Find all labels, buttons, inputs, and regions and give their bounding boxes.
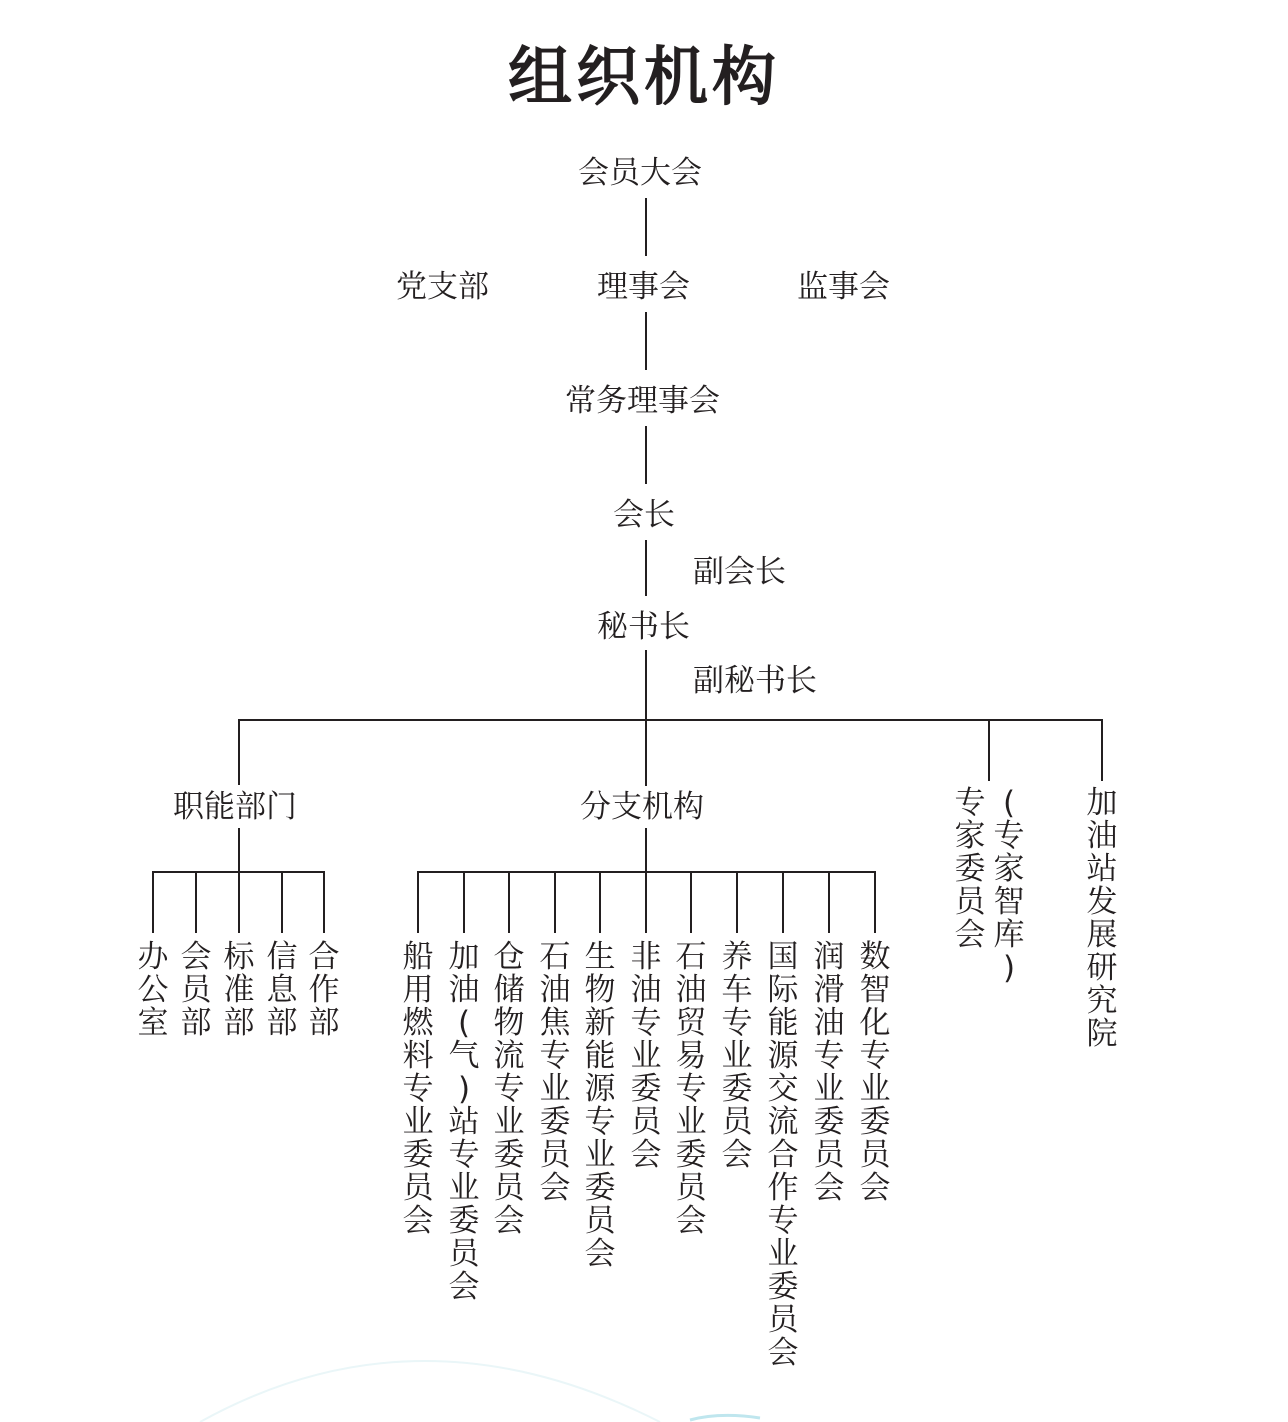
vertical-char: 委 [539, 1104, 571, 1140]
sub-branches-node: 分支机构 [580, 789, 704, 825]
connector-line [645, 426, 647, 484]
department-node [222, 941, 256, 1040]
vertical-char: 业 [859, 1071, 891, 1107]
vertical-char: 业 [584, 1137, 616, 1173]
page-title: 组织机构 [508, 41, 780, 115]
vertical-char: 委 [859, 1104, 891, 1140]
vertical-char: 流 [767, 1104, 799, 1140]
committee-node [674, 941, 708, 1238]
connector-line [417, 871, 419, 933]
vertical-char: 加 [1086, 785, 1118, 821]
vertical-char: 合 [308, 939, 340, 975]
connector-line [599, 871, 601, 933]
connector-line [1101, 719, 1103, 781]
vertical-char: 会 [539, 1170, 571, 1206]
vertical-char: 员 [954, 884, 986, 920]
vertical-char: 会 [402, 1203, 434, 1239]
vertical-char: 业 [675, 1104, 707, 1140]
committee-node [447, 941, 481, 1304]
vertical-char: 委 [721, 1071, 753, 1107]
vertical-char: 委 [767, 1269, 799, 1305]
connector-line [463, 871, 465, 933]
vertical-char: 员 [539, 1137, 571, 1173]
vertical-char: 委 [402, 1137, 434, 1173]
supervisory-board-node: 监事会 [797, 269, 890, 305]
connector-line [828, 871, 830, 933]
committee-node [492, 941, 526, 1238]
connector-line [195, 871, 197, 933]
vertical-char: ) [1002, 950, 1016, 986]
vertical-char: ( [457, 1005, 471, 1041]
connector-line [874, 871, 876, 933]
vertical-char: 焦 [539, 1005, 571, 1041]
vertical-char: 部 [223, 1005, 255, 1041]
vertical-char: 专 [584, 1104, 616, 1140]
vertical-char: 专 [630, 1005, 662, 1041]
vertical-char: 业 [767, 1236, 799, 1272]
connector-line [554, 871, 556, 933]
vertical-char: 业 [493, 1104, 525, 1140]
vertical-char: 息 [266, 972, 298, 1008]
vertical-char: 委 [954, 851, 986, 887]
vertical-char: 储 [493, 972, 525, 1008]
vertical-char: 源 [767, 1038, 799, 1074]
vertical-char: 新 [584, 1005, 616, 1041]
gas-station-institute-node [1085, 787, 1119, 1051]
vertical-char: 气 [448, 1038, 480, 1074]
vertical-char: 物 [584, 972, 616, 1008]
vertical-char: 业 [539, 1071, 571, 1107]
vertical-char: 源 [584, 1071, 616, 1107]
vertical-char: 委 [448, 1203, 480, 1239]
vertical-char: 专 [493, 1071, 525, 1107]
vertical-char: 油 [448, 972, 480, 1008]
vertical-char: 车 [721, 972, 753, 1008]
vertical-char: 料 [402, 1038, 434, 1074]
vertical-char: 油 [539, 972, 571, 1008]
vertical-char: 部 [180, 1005, 212, 1041]
standing-council-node: 常务理事会 [565, 383, 720, 419]
connector-line [238, 871, 240, 933]
vertical-char: 专 [954, 785, 986, 821]
vertical-char: 专 [402, 1071, 434, 1107]
vertical-char: 研 [1086, 950, 1118, 986]
vertical-char: 专 [767, 1203, 799, 1239]
vertical-char: 国 [767, 939, 799, 975]
vertical-char: 合 [767, 1137, 799, 1173]
vertical-char: 家 [954, 818, 986, 854]
committee-node [629, 941, 663, 1172]
vertical-char: 信 [266, 939, 298, 975]
vertical-char: 船 [402, 939, 434, 975]
party-branch-node: 党支部 [396, 269, 489, 305]
vertical-char: 发 [1086, 884, 1118, 920]
vertical-char: 业 [813, 1071, 845, 1107]
vertical-char: 能 [767, 1005, 799, 1041]
vertical-char: 员 [584, 1203, 616, 1239]
vertical-char: 化 [859, 1005, 891, 1041]
connector-line [645, 828, 647, 872]
vertical-char: 员 [493, 1170, 525, 1206]
vice-president-node: 副会长 [693, 554, 786, 590]
vertical-char: 燃 [402, 1005, 434, 1041]
vertical-char: 非 [630, 939, 662, 975]
vertical-char: 专 [448, 1137, 480, 1173]
expert-think-tank-node [992, 787, 1026, 985]
vertical-char: 部 [266, 1005, 298, 1041]
connector-line [736, 871, 738, 933]
vertical-char: 业 [402, 1104, 434, 1140]
vertical-char: 站 [1086, 851, 1118, 887]
committee-node [583, 941, 617, 1271]
connector-line [152, 871, 154, 933]
vertical-char: 库 [993, 917, 1025, 953]
vertical-char: 员 [675, 1170, 707, 1206]
vertical-char: 智 [859, 972, 891, 1008]
vertical-char: 会 [180, 939, 212, 975]
vertical-char: 员 [402, 1170, 434, 1206]
vertical-char: 公 [137, 972, 169, 1008]
vertical-char: 员 [767, 1302, 799, 1338]
secretary-general-node: 秘书长 [597, 609, 690, 645]
vertical-char: 员 [630, 1104, 662, 1140]
committee-node [766, 941, 800, 1370]
vertical-char: 滑 [813, 972, 845, 1008]
vertical-char: 润 [813, 939, 845, 975]
vertical-char: 生 [584, 939, 616, 975]
connector-line [645, 650, 647, 786]
vertical-char: 数 [859, 939, 891, 975]
vertical-char: 作 [308, 972, 340, 1008]
vertical-char: 专 [859, 1038, 891, 1074]
committee-node [858, 941, 892, 1205]
connector-line [323, 871, 325, 933]
vertical-char: 院 [1086, 1016, 1118, 1052]
vertical-char: 会 [493, 1203, 525, 1239]
connector-line [645, 540, 647, 596]
vertical-char: 流 [493, 1038, 525, 1074]
vertical-char: 准 [223, 972, 255, 1008]
vertical-char: 贸 [675, 1005, 707, 1041]
vertical-char: 交 [767, 1071, 799, 1107]
connector-line [645, 871, 647, 933]
vertical-char: 员 [448, 1236, 480, 1272]
department-node [179, 941, 213, 1040]
vertical-char: 会 [584, 1236, 616, 1272]
vertical-char: 家 [993, 851, 1025, 887]
committee-node [538, 941, 572, 1205]
president-node: 会长 [613, 497, 675, 533]
vertical-char: 会 [630, 1137, 662, 1173]
vertical-char: 委 [584, 1170, 616, 1206]
vertical-char: 业 [630, 1038, 662, 1074]
connector-line [281, 871, 283, 933]
vertical-char: 用 [402, 972, 434, 1008]
committee-node [401, 941, 435, 1238]
vertical-char: 石 [675, 939, 707, 975]
connector-line [238, 719, 240, 785]
connector-line [645, 198, 647, 256]
council-node: 理事会 [597, 269, 690, 305]
vertical-char: 业 [721, 1038, 753, 1074]
vertical-char: 员 [721, 1104, 753, 1140]
connector-line [690, 871, 692, 933]
vertical-char: 石 [539, 939, 571, 975]
vertical-char: 专 [675, 1071, 707, 1107]
vertical-char: 仓 [493, 939, 525, 975]
vertical-char: 部 [308, 1005, 340, 1041]
vertical-char: 专 [721, 1005, 753, 1041]
vertical-char: 专 [539, 1038, 571, 1074]
vertical-char: 油 [675, 972, 707, 1008]
vertical-char: 会 [721, 1137, 753, 1173]
vertical-char: 专 [813, 1038, 845, 1074]
connector-line [645, 312, 647, 370]
connector-line [238, 828, 240, 872]
connector-line [782, 871, 784, 933]
vertical-char: 业 [448, 1170, 480, 1206]
vertical-char: 员 [180, 972, 212, 1008]
expert-committee-node [953, 787, 987, 952]
vertical-char: 站 [448, 1104, 480, 1140]
vertical-char: 展 [1086, 917, 1118, 953]
vertical-char: 物 [493, 1005, 525, 1041]
vertical-char: 能 [584, 1038, 616, 1074]
vertical-char: 际 [767, 972, 799, 1008]
vertical-char: 办 [137, 939, 169, 975]
committee-node [812, 941, 846, 1205]
connector-line [508, 871, 510, 933]
vertical-char: 会 [767, 1335, 799, 1371]
vertical-char: 油 [1086, 818, 1118, 854]
committee-node [720, 941, 754, 1172]
vertical-char: 专 [993, 818, 1025, 854]
connector-line [238, 719, 1103, 721]
vertical-char: 会 [675, 1203, 707, 1239]
vertical-char: 智 [993, 884, 1025, 920]
department-node [136, 941, 170, 1040]
vertical-char: 委 [493, 1137, 525, 1173]
vertical-char: 委 [813, 1104, 845, 1140]
vertical-char: 油 [630, 972, 662, 1008]
vertical-char: 易 [675, 1038, 707, 1074]
vertical-char: 养 [721, 939, 753, 975]
vertical-char: 会 [813, 1170, 845, 1206]
vertical-char: 究 [1086, 983, 1118, 1019]
vertical-char: 作 [767, 1170, 799, 1206]
vertical-char: 油 [813, 1005, 845, 1041]
deputy-secretary-general-node: 副秘书长 [693, 663, 817, 699]
vertical-char: ) [457, 1071, 471, 1107]
members-assembly-node: 会员大会 [578, 155, 702, 191]
vertical-char: 会 [448, 1269, 480, 1305]
vertical-char: 员 [813, 1137, 845, 1173]
functional-departments-node: 职能部门 [173, 789, 297, 825]
vertical-char: 委 [630, 1071, 662, 1107]
vertical-char: 会 [954, 917, 986, 953]
vertical-char: 会 [859, 1170, 891, 1206]
department-node [265, 941, 299, 1040]
vertical-char: 委 [675, 1137, 707, 1173]
vertical-char: 员 [859, 1137, 891, 1173]
vertical-char: ( [1002, 785, 1016, 821]
department-node [307, 941, 341, 1040]
connector-line [988, 719, 990, 781]
vertical-char: 加 [448, 939, 480, 975]
vertical-char: 标 [223, 939, 255, 975]
vertical-char: 室 [137, 1005, 169, 1041]
